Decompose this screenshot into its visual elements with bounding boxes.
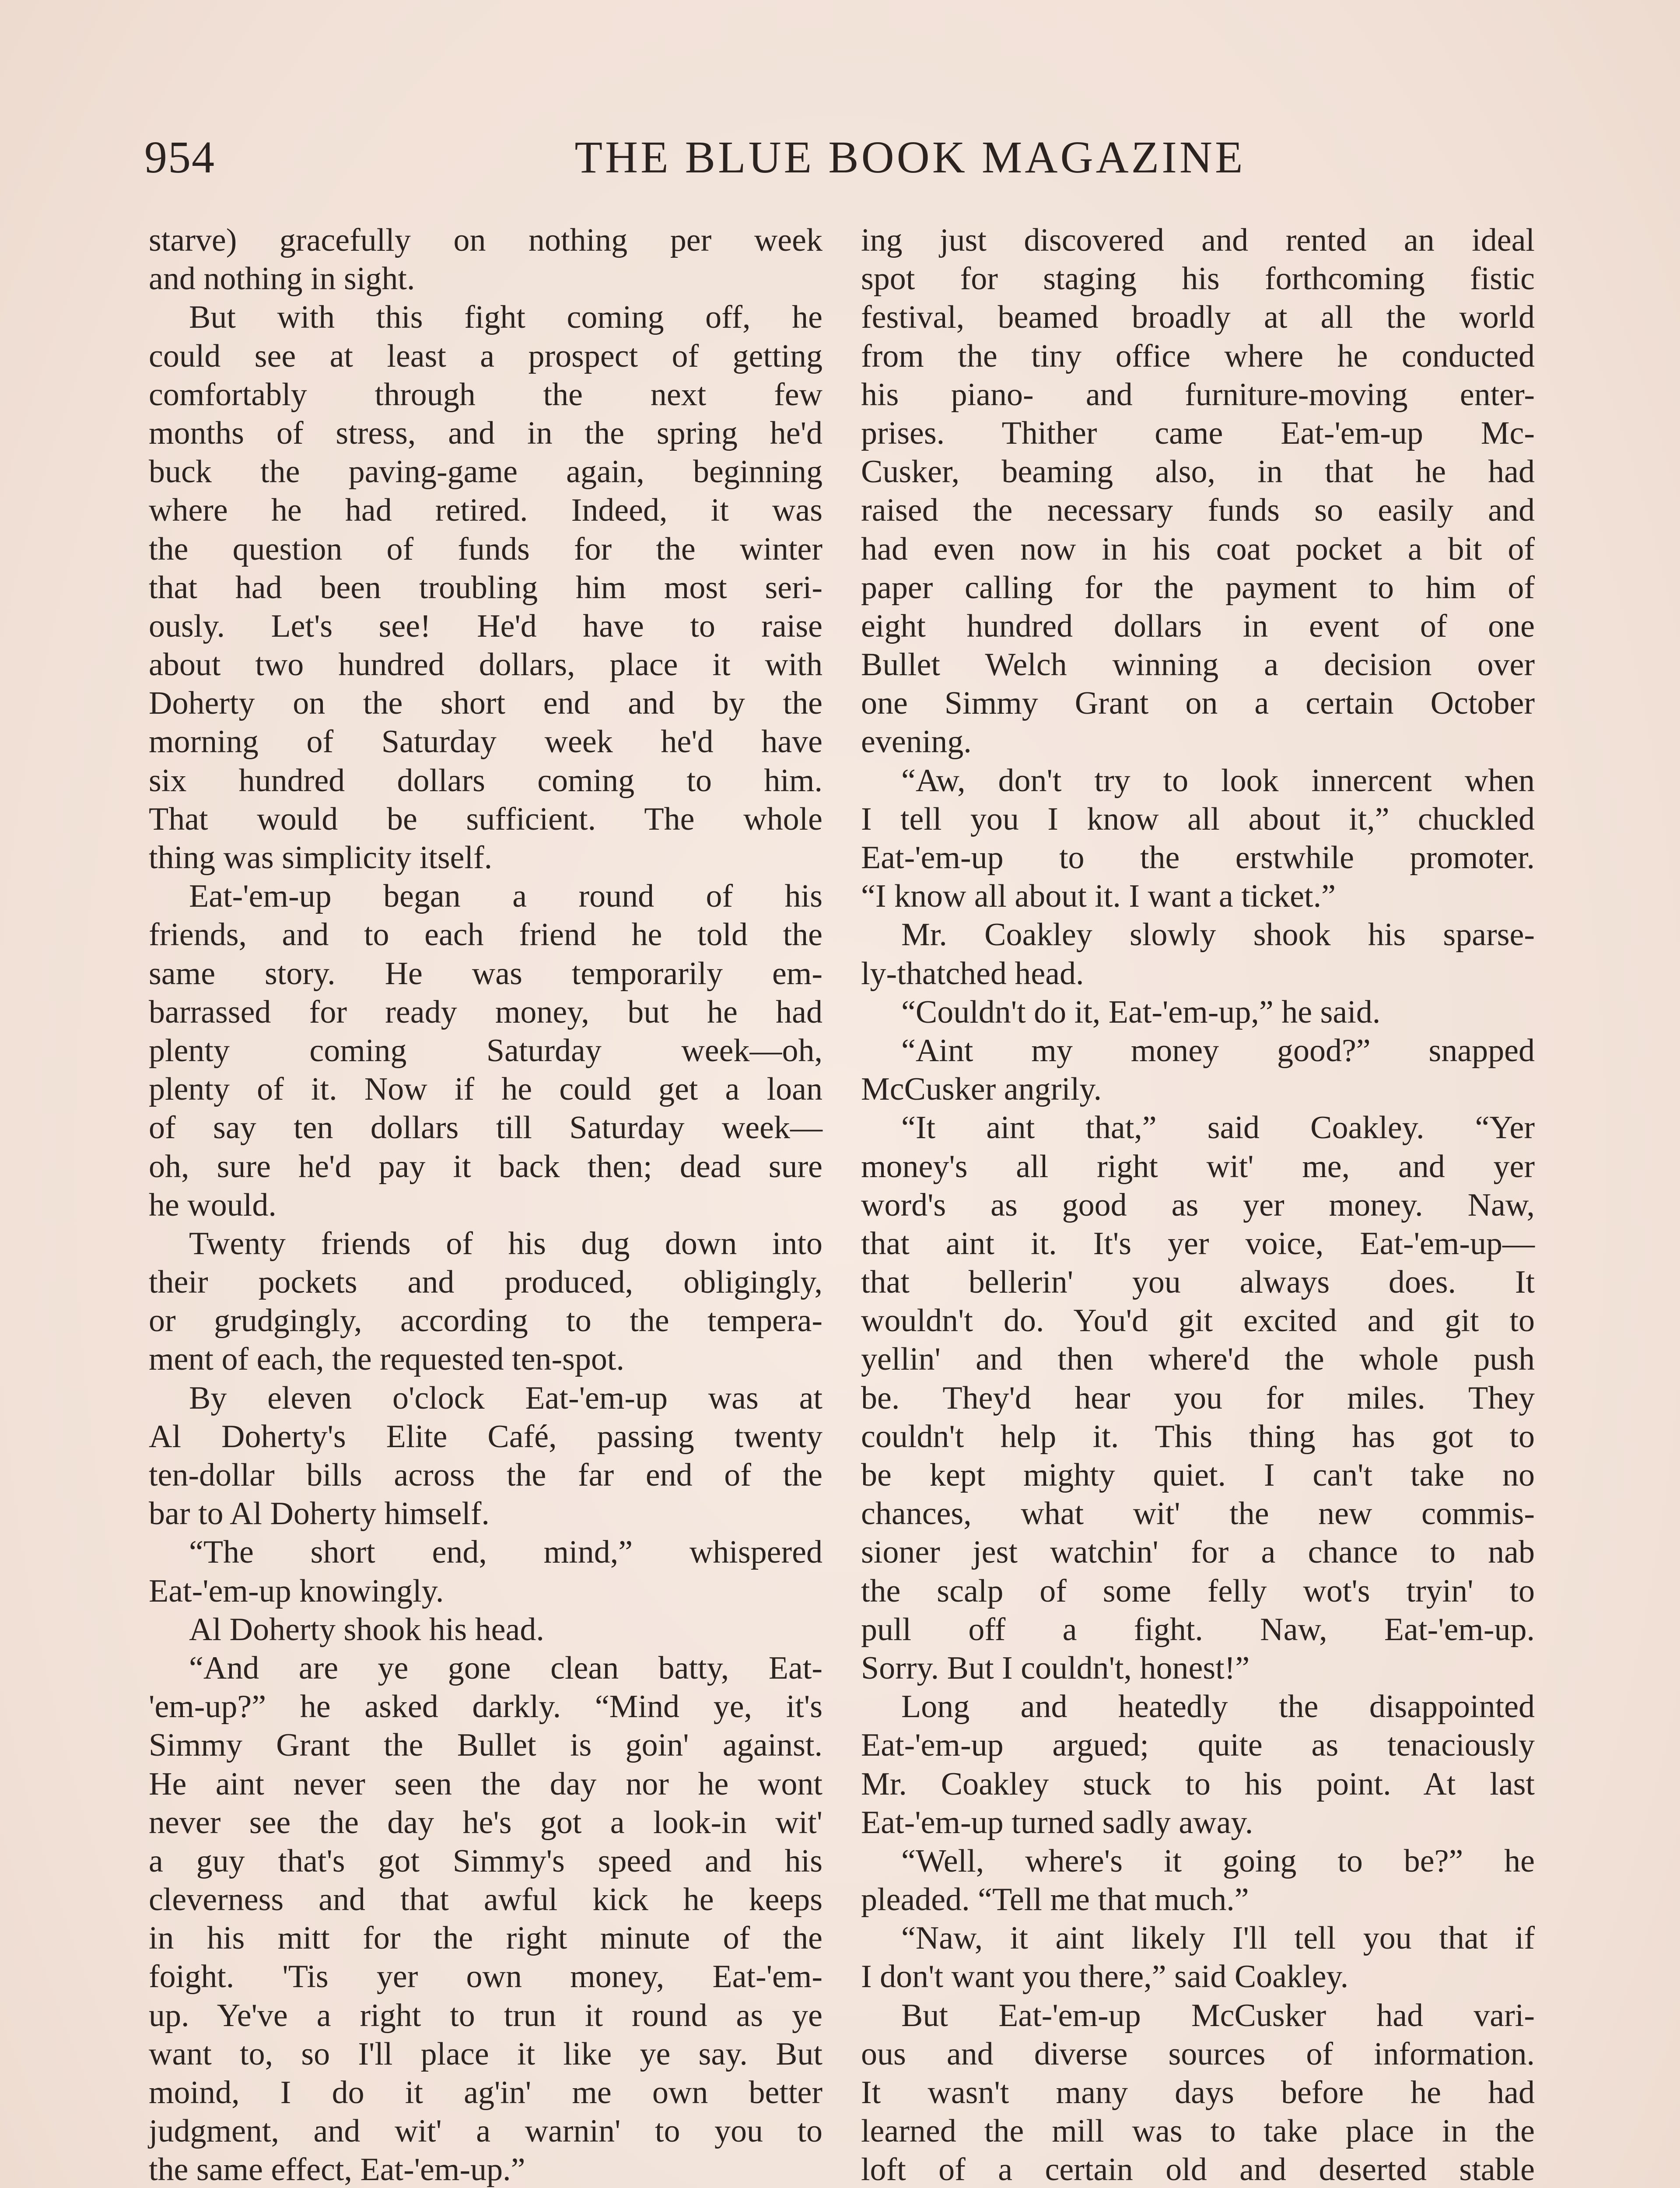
text-line: Bullet Welch winning a decision over [861, 647, 1535, 683]
text-line: about two hundred dollars, place it with [149, 647, 822, 683]
text-line: eight hundred dollars in event of one [861, 608, 1535, 644]
text-line: prises. Thither came Eat-'em-up Mc- [861, 415, 1535, 451]
text-line: spot for staging his forthcoming fistic [861, 261, 1535, 297]
text-line: oh, sure he'd pay it back then; dead sure [149, 1148, 822, 1185]
text-line: ten-dollar bills across the far end of the [149, 1457, 822, 1493]
text-line: up. Ye've a right to trun it round as ye [149, 1997, 822, 2034]
text-line: be. They'd hear you for miles. They [861, 1380, 1535, 1416]
text-line: loft of a certain old and deserted stable [861, 2152, 1535, 2188]
text-line: bar to Al Doherty himself. [149, 1496, 490, 1532]
text-line: Mr. Coakley stuck to his point. At last [861, 1766, 1535, 1802]
text-line: chances, what wit' the new commis- [861, 1496, 1535, 1532]
text-line: that aint it. It's yer voice, Eat-'em-up— [861, 1225, 1535, 1262]
text-line: But with this fight coming off, he [189, 299, 822, 336]
text-line: McCusker angrily. [861, 1071, 1102, 1108]
text-line: By eleven o'clock Eat-'em-up was at [189, 1380, 822, 1416]
text-line: their pockets and produced, obligingly, [149, 1264, 822, 1301]
text-line: “Couldn't do it, Eat-'em-up,” he said. [901, 994, 1381, 1030]
text-line: barrassed for ready money, but he had [149, 994, 822, 1030]
text-line: couldn't help it. This thing has got to [861, 1418, 1535, 1455]
text-line: Eat-'em-up knowingly. [149, 1573, 444, 1609]
text-line: money's all right wit' me, and yer [861, 1148, 1535, 1185]
text-line: Eat-'em-up turned sadly away. [861, 1804, 1253, 1841]
text-line: moind, I do it ag'in' me own better [149, 2075, 822, 2111]
text-line: raised the necessary funds so easily and [861, 492, 1535, 529]
text-line: Eat-'em-up to the erstwhile promoter. [861, 840, 1535, 876]
text-line: ously. Let's see! He'd have to raise [149, 608, 822, 644]
text-line: never see the day he's got a look-in wit' [149, 1804, 822, 1841]
text-line: ous and diverse sources of information. [861, 2036, 1535, 2072]
text-line: the scalp of some felly wot's tryin' to [861, 1573, 1535, 1609]
text-line: months of stress, and in the spring he'd [149, 415, 822, 451]
text-line: the question of funds for the winter [149, 531, 822, 567]
running-title: THE BLUE BOOK MAGAZINE [574, 132, 1246, 182]
text-line: he would. [149, 1187, 276, 1223]
text-line: Twenty friends of his dug down into [189, 1225, 822, 1262]
text-line: foight. 'Tis yer own money, Eat-'em- [149, 1959, 822, 1995]
text-line: It wasn't many days before he had [861, 2075, 1535, 2111]
page-number: 954 [144, 132, 215, 182]
text-line: six hundred dollars coming to him. [149, 762, 822, 799]
text-line: “I know all about it. I want a ticket.” [861, 878, 1336, 915]
text-line: Al Doherty's Elite Café, passing twenty [149, 1418, 822, 1455]
left-text-column [149, 221, 822, 2188]
text-line: I tell you I know all about it,” chuckled [861, 801, 1535, 837]
text-line: the same effect, Eat-'em-up.” [149, 2152, 525, 2188]
text-line: yellin' and then where'd the whole push [861, 1341, 1535, 1378]
text-line: I don't want you there,” said Coakley. [861, 1959, 1349, 1995]
text-line: “Well, where's it going to be?” he [901, 1843, 1535, 1879]
text-line: same story. He was temporarily em- [149, 955, 822, 992]
text-line: that bellerin' you always does. It [861, 1264, 1535, 1301]
text-line: wouldn't do. You'd git excited and git to [861, 1303, 1535, 1339]
text-line: one Simmy Grant on a certain October [861, 685, 1535, 722]
text-line: could see at least a prospect of getting [149, 338, 822, 374]
text-line: “And are ye gone clean batty, Eat- [189, 1650, 822, 1686]
text-line: “Aw, don't try to look innercent when [901, 762, 1535, 799]
text-line: his piano- and furniture-moving enter- [861, 376, 1535, 413]
text-line: comfortably through the next few [149, 376, 822, 413]
text-line: Sorry. But I couldn't, honest!” [861, 1650, 1250, 1686]
text-line: of say ten dollars till Saturday week— [149, 1110, 822, 1146]
text-line: But Eat-'em-up McCusker had vari- [901, 1997, 1535, 2034]
text-line: judgment, and wit' a warnin' to you to [149, 2113, 822, 2149]
text-line: morning of Saturday week he'd have [149, 724, 822, 760]
text-line: “Aint my money good?” snapped [901, 1032, 1535, 1069]
text-line: sioner jest watchin' for a chance to nab [861, 1534, 1535, 1571]
text-line: ment of each, the requested ten-spot. [149, 1341, 624, 1378]
text-line: had even now in his coat pocket a bit of [861, 531, 1535, 567]
text-line: or grudgingly, according to the tempera- [149, 1303, 822, 1339]
text-line: cleverness and that awful kick he keeps [149, 1882, 822, 1918]
text-line: festival, beamed broadly at all the world [861, 299, 1535, 336]
text-line: evening. [861, 724, 972, 760]
text-line: plenty coming Saturday week—oh, [149, 1032, 822, 1069]
text-line: buck the paving-game again, beginning [149, 454, 822, 490]
text-line: Mr. Coakley slowly shook his sparse- [901, 917, 1535, 953]
text-line: friends, and to each friend he told the [149, 917, 822, 953]
text-line: ing just discovered and rented an ideal [861, 222, 1535, 258]
text-line: paper calling for the payment to him of [861, 569, 1535, 606]
text-line: 'em-up?” he asked darkly. “Mind ye, it's [149, 1689, 822, 1725]
text-line: where he had retired. Indeed, it was [149, 492, 822, 529]
text-line: “It aint that,” said Coakley. “Yer [901, 1110, 1535, 1146]
text-line: That would be sufficient. The whole [149, 801, 822, 837]
text-line: He aint never seen the day nor he wont [149, 1766, 822, 1802]
text-line: in his mitt for the right minute of the [149, 1920, 822, 1957]
right-text-column [861, 221, 1535, 2188]
page-header [144, 127, 1544, 188]
text-line: Doherty on the short end and by the [149, 685, 822, 722]
text-line: thing was simplicity itself. [149, 840, 493, 876]
text-line: starve) gracefully on nothing per week [149, 222, 822, 258]
text-line: Cusker, beaming also, in that he had [861, 454, 1535, 490]
text-line: “The short end, mind,” whispered [189, 1534, 822, 1571]
text-line: Long and heatedly the disappointed [901, 1689, 1535, 1725]
text-line: and nothing in sight. [149, 261, 415, 297]
text-line: plenty of it. Now if he could get a loan [149, 1071, 822, 1108]
text-line: Simmy Grant the Bullet is goin' against. [149, 1727, 822, 1764]
text-line: from the tiny office where he conducted [861, 338, 1535, 374]
text-line: Eat-'em-up began a round of his [189, 878, 822, 915]
text-line: ly-thatched head. [861, 955, 1084, 992]
text-line: want to, so I'll place it like ye say. But [149, 2036, 822, 2072]
text-line: Eat-'em-up argued; quite as tenaciously [861, 1727, 1535, 1764]
text-line: Al Doherty shook his head. [189, 1611, 544, 1648]
text-line: be kept mighty quiet. I can't take no [861, 1457, 1535, 1493]
text-line: pleaded. “Tell me that much.” [861, 1882, 1249, 1918]
text-line: that had been troubling him most seri- [149, 569, 822, 606]
text-line: learned the mill was to take place in the [861, 2113, 1535, 2149]
text-line: pull off a fight. Naw, Eat-'em-up. [861, 1611, 1535, 1648]
text-line: a guy that's got Simmy's speed and his [149, 1843, 822, 1879]
text-line: “Naw, it aint likely I'll tell you that if [901, 1920, 1535, 1957]
text-line: word's as good as yer money. Naw, [861, 1187, 1535, 1223]
